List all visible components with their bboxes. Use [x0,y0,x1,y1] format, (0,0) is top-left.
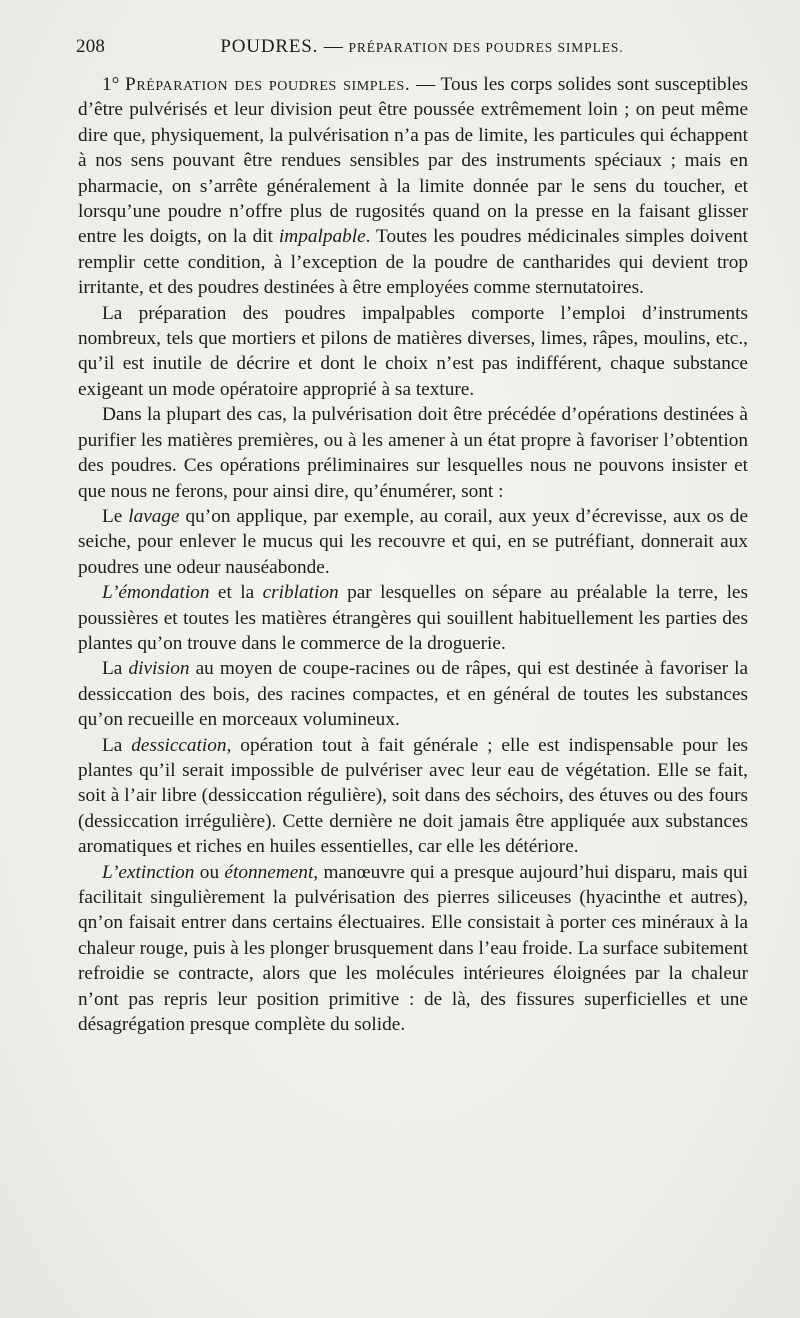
term-dessiccation: dessiccation [131,734,227,756]
paragraph-dessiccation [78,733,748,860]
paragraph-text: — Tous les corps solides sont susceptibles d’être pulvérisés et leur division peut être poussée extrêmement loin ; on peut même dire que, physiquement, la pulvérisation n’a pas de limite, les particules qui échappent à nos sens pouvant être rendues sensibles par des instruments spéciaux ; mais en pharmacie, on s’arrête généralement à la limite donnée par le sens du toucher, et lorsqu’une poudre n’offre plus de rugosités quand on la presse en la faisant glisser entre les doigts, on la dit [78,74,748,248]
paragraph-mid: ou [194,861,225,883]
paragraph-extinction [78,860,748,1038]
paragraph-text: Dans la plupart des cas, la pulvérisation doit être précédée d’opérations destinées à purifier les matières premières, ou à les amener à un état propre à favoriser l’obtention des poudres. Ces opérations préliminaires sur lesquelles nous ne pouvons insister et que nous ne ferons, pour ainsi dire, qu’énumérer, sont : [78,404,748,502]
paragraph-division [78,656,748,732]
term-emondation: L’émondation [102,582,210,604]
paragraph-text: , opération tout à fait générale ; elle est indispensable pour les plantes qu’il serait impossible de pulvériser avec leur eau de végétation. Elle se fait, soit à l’air libre (dessiccation régulière), soit dans des séchoirs, des étuves ou des fours (dessiccation irrégulière). Cette dernière ne doit jamais être appliquée aux substances aromatiques et riches en huiles essentielles, car elle les détériore. [78,734,749,858]
running-title [136,36,748,58]
paragraph-lead: La [102,734,132,756]
paragraph-lavage [78,504,748,580]
term-division: division [128,658,190,680]
term-impalpable: impalpable [278,226,366,248]
term-etonnement: étonnement [224,861,314,883]
page-header [76,36,748,58]
body-text [78,72,748,1037]
paragraph-text: au moyen de coupe-racines ou de râpes, qui est destinée à favoriser la dessiccation des bois, des racines compactes, et en général de toutes les substances qu’on recueille en morceaux volumineux. [78,658,749,731]
paragraph-text: qu’on applique, par exemple, au corail, aux yeux d’écrevisse, aux os de seiche, pour enlever le mucus qui les recouvre et qui, en se putréfiant, donnerait aux poudres une odeur nauséabonde. [78,505,748,578]
paragraph-text-continued: . Toutes les poudres médicinales simples doivent remplir cette condition, à l’exception de la poudre de cantharides qui devient trop irritante, et des poudres destinées à être employées comme sternutatoires. [78,226,749,299]
paragraph-lead: Le [102,505,129,527]
section-heading: Préparation des poudres simples. [125,74,411,95]
page-number: 208 [76,36,106,57]
term-lavage: lavage [128,505,180,527]
paragraph-text: par lesquelles on sépare au préalable la terre, les poussières et toutes les matières étrangères qui souillent habituellement les parties des plantes qu’on trouve dans le commerce de la droguerie. [78,582,748,654]
paragraph-lead: La [102,658,129,680]
term-extinction: L’extinction [102,861,195,883]
paragraph-mid: et la [209,582,263,604]
running-title-main: POUDRES. — [220,36,344,57]
paragraph-text: , manœuvre qui a presque aujourd’hui disparu, mais qui facilitait singulièrement la pulvérisation des pierres siliceuses (hyacinthe et autres), qn’on faisait entrer dans certains électuaires. Elle consistait à porter ces minéraux à la chaleur rouge, puis à les plonger brusquement dans l’eau froide. La surface subitement refroidie se contracte, alors que les molécules intérieures éloignées par la chaleur n’ont pas repris leur position primitive : de là, des fissures superficielles et une désagrégation presque complète du solide. [78,861,748,1036]
paragraph-preparation [78,72,748,301]
running-title-sub: PRÉPARATION DES POUDRES SIMPLES. [348,40,624,55]
paragraph-instruments [78,301,748,403]
paragraph-text: La préparation des poudres impalpables comporte l’emploi d’instruments nombreux, tels que mortiers et pilons de matières diverses, limes, râpes, moulins, etc., qu’il est inutile de décrire et dont le choix n’est pas indifférent, chaque substance exigeant un mode opératoire approprié à sa texture. [78,302,748,400]
section-number: 1° [102,74,120,95]
paragraph-emondation [78,580,748,656]
term-criblation: criblation [262,582,339,604]
paragraph-operations [78,402,748,504]
